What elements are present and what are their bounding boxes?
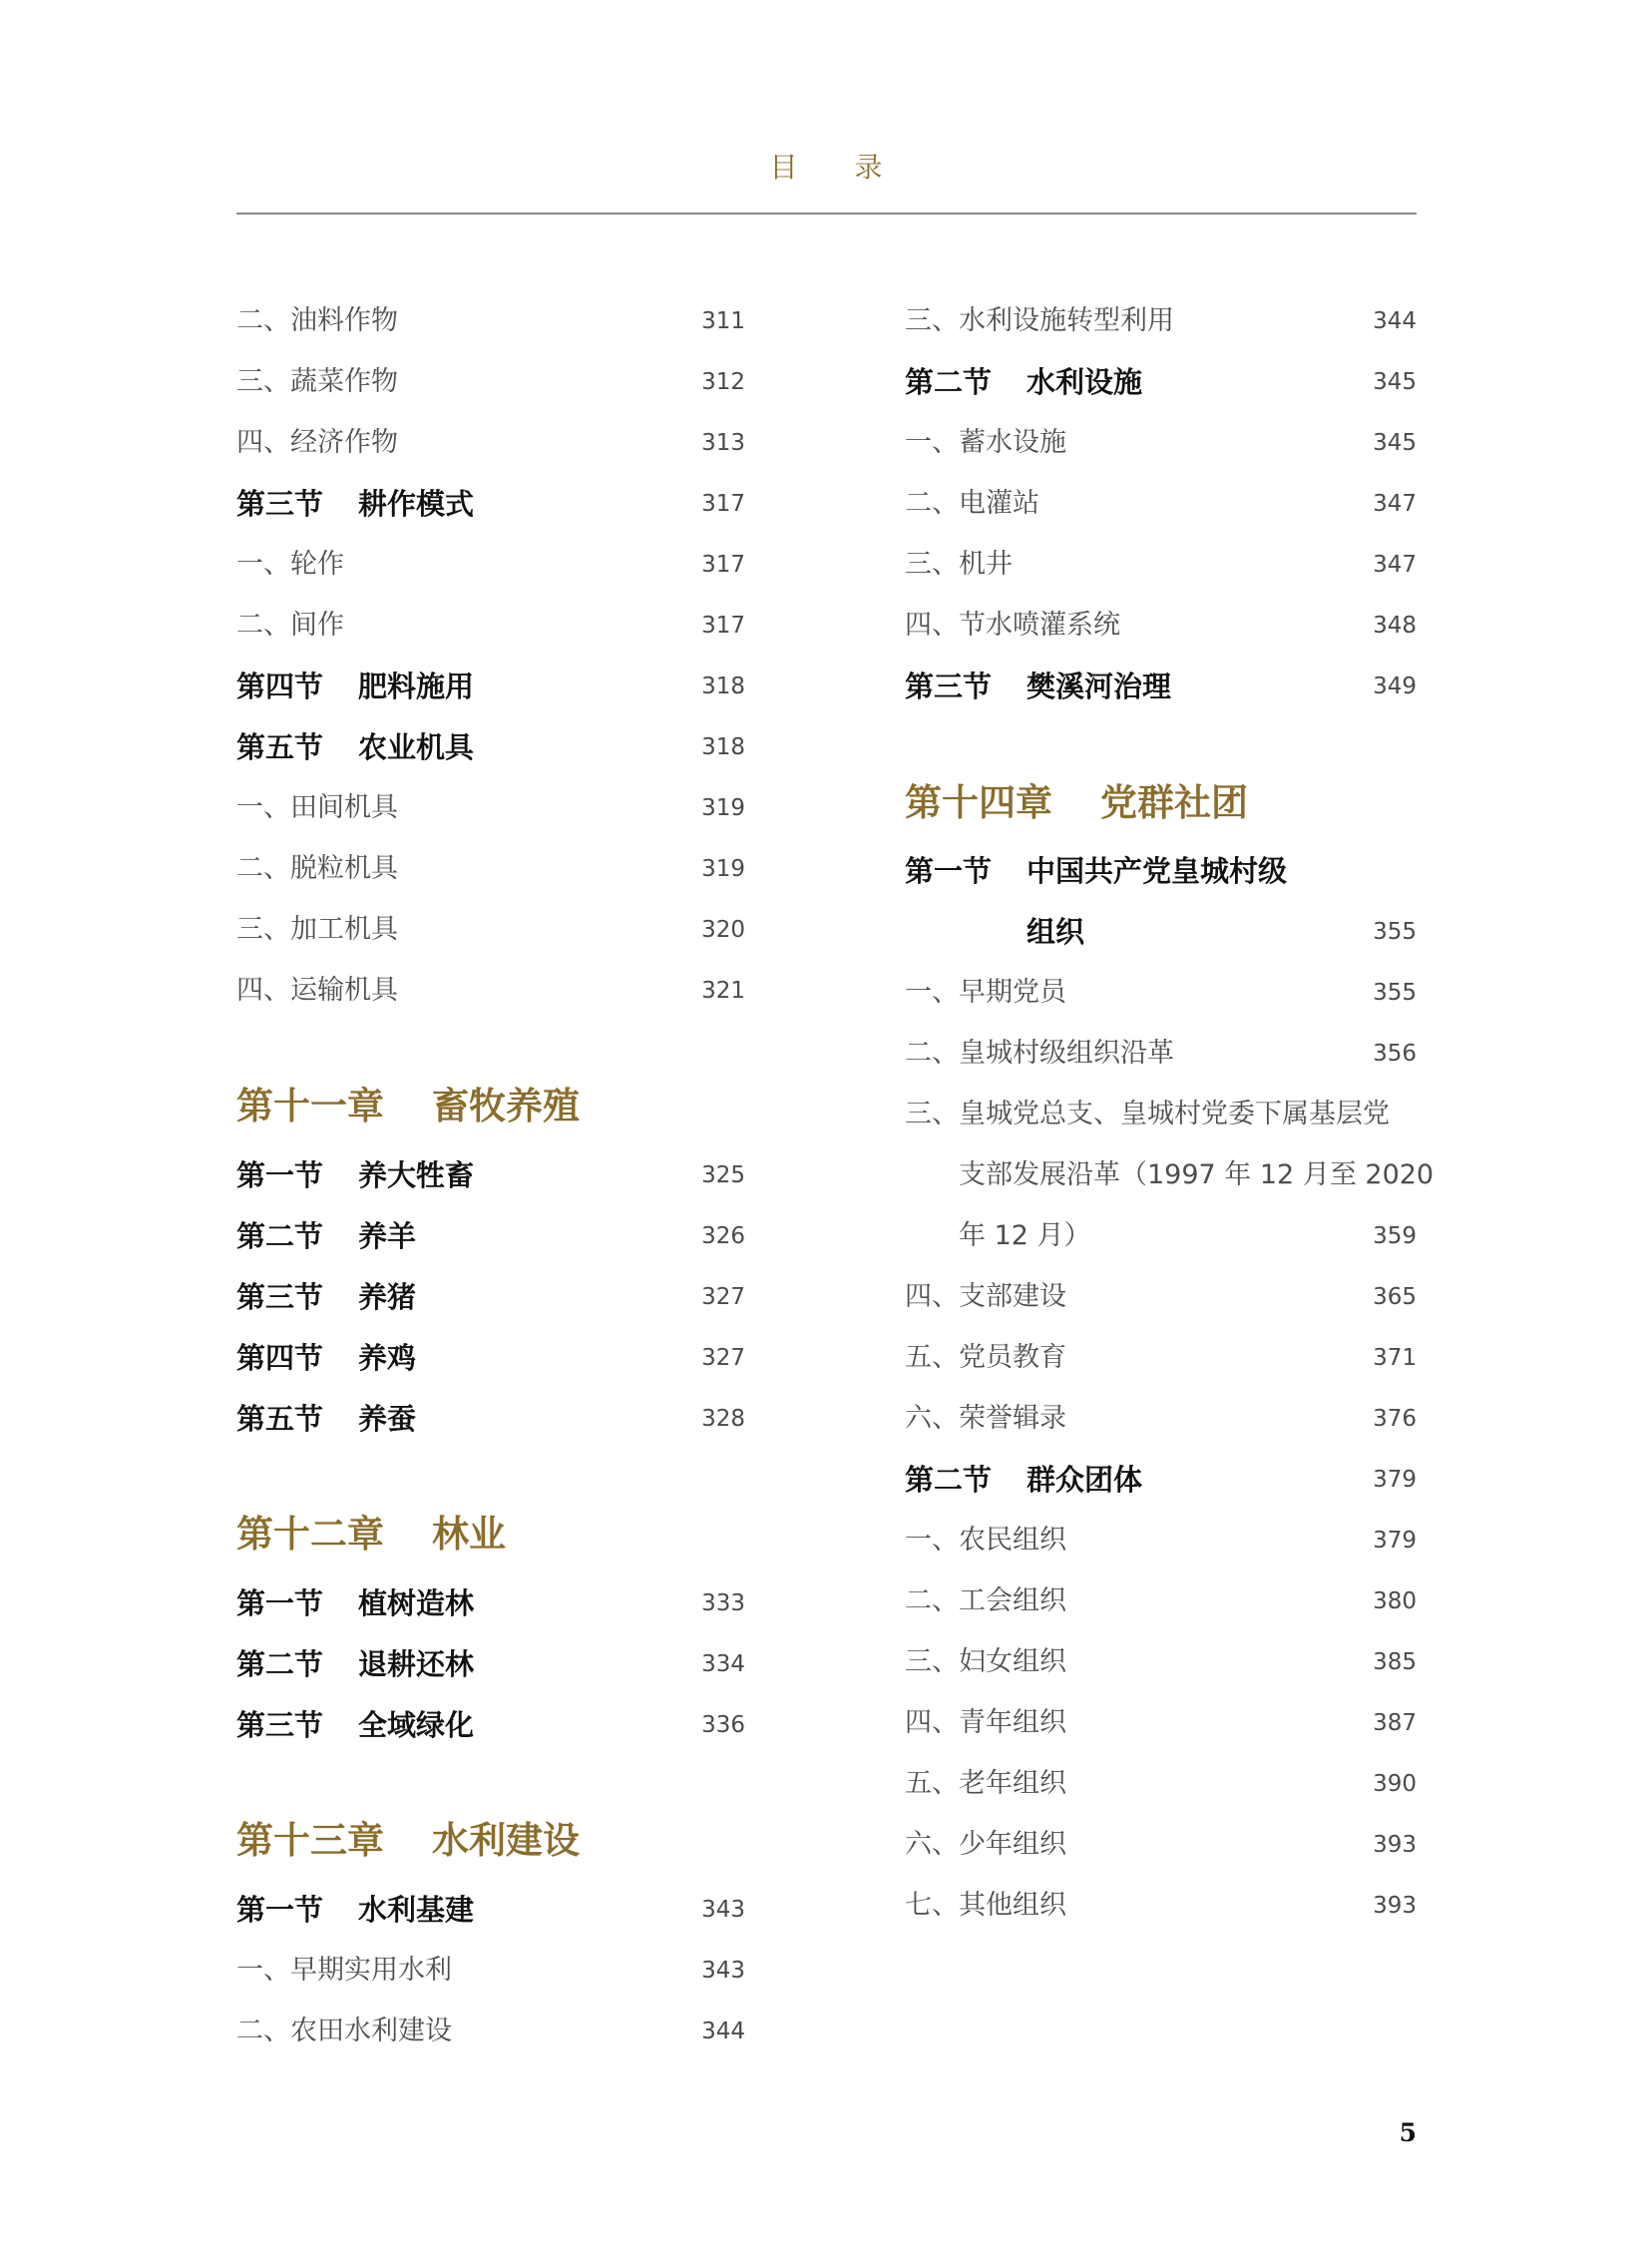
entry-page-number: 334 [701,1651,745,1677]
toc-item-entry[interactable] [905,1825,1417,1865]
section-number: 第二节 [236,1219,324,1253]
chapter-number: 第十二章 [236,1513,384,1556]
section-title [905,362,1142,402]
toc-item-entry[interactable] [905,484,1417,524]
toc-item-entry[interactable] [905,1216,1417,1256]
section-title [236,1705,474,1745]
toc-item-entry[interactable] [905,1277,1417,1317]
entry-page-number: 348 [1373,613,1417,639]
section-title [236,667,474,706]
toc-section-entry[interactable] [236,1399,745,1439]
chapter-title [236,1515,506,1555]
entry-page-number: 317 [701,552,745,578]
section-name: 植树造林 [358,1586,475,1620]
entry-label: 三、皇城党总支、皇城村党委下属基层党 [905,1099,1390,1129]
toc-item-entry[interactable] [236,301,745,341]
entry-page-number: 390 [1373,1771,1417,1797]
toc-section-entry[interactable] [236,484,745,524]
chapter-number: 第十一章 [236,1085,384,1127]
toc-section-entry[interactable] [905,1460,1417,1500]
chapter-title [236,1821,580,1861]
toc-item-entry[interactable] [905,1338,1417,1378]
entry-label: 三、蔬菜作物 [236,366,398,397]
entry-page-number: 349 [1373,673,1417,699]
entry-page-number: 345 [1373,369,1417,395]
chapter-title [236,1087,580,1126]
toc-item-entry[interactable] [905,1581,1417,1621]
toc-section-entry[interactable] [236,667,745,706]
section-name: 水利设施 [1027,365,1143,399]
toc-item-entry[interactable] [905,1155,1435,1195]
entry-label: 四、支部建设 [905,1281,1066,1312]
toc-item-entry[interactable] [236,971,745,1011]
section-name: 群众团体 [1027,1463,1143,1497]
entry-label: 一、蓄水设施 [905,427,1066,458]
section-name: 养猪 [358,1280,417,1314]
entry-label: 支部发展沿革（1997 年 12 月至 2020 [959,1159,1435,1190]
section-title [236,1644,474,1684]
section-name: 中国共产党皇城村级 [1027,854,1288,888]
toc-section-entry[interactable] [236,1583,745,1623]
entry-label: 二、间作 [236,610,344,641]
section-name: 樊溪河治理 [1027,670,1172,703]
entry-label: 二、皇城村级组织沿革 [905,1038,1174,1069]
entry-label: 三、水利设施转型利用 [905,305,1174,336]
entry-page-number: 365 [1373,1284,1417,1310]
page-number: 5 [1399,2118,1417,2147]
chapter-number: 第十三章 [236,1819,384,1862]
section-title [236,1890,474,1930]
section-title [236,727,474,767]
section-name: 肥料施用 [358,670,475,703]
entry-page-number: 379 [1373,1528,1417,1554]
section-title [905,667,1171,706]
entry-label: 二、油料作物 [236,305,398,336]
entry-page-number: 343 [701,1897,745,1923]
entry-page-number: 393 [1373,1832,1417,1858]
toc-item-entry[interactable] [236,788,745,828]
toc-section-entry[interactable] [236,1644,745,1684]
toc-item-entry[interactable] [905,1642,1417,1682]
toc-section-entry[interactable] [236,1216,745,1256]
toc-item-entry[interactable] [905,1399,1417,1439]
entry-page-number: 344 [1373,308,1417,334]
entry-page-number: 359 [1373,1223,1417,1249]
toc-item-entry[interactable] [905,301,1417,341]
section-number: 第一节 [905,854,993,888]
section-number: 第五节 [236,1402,324,1436]
section-number: 第一节 [236,1586,324,1620]
entry-page-number: 380 [1373,1588,1417,1614]
entry-page-number: 387 [1373,1710,1417,1736]
entry-label: 二、脱粒机具 [236,853,398,884]
toc-item-entry[interactable] [236,362,745,402]
chapter-name: 畜牧养殖 [432,1085,580,1127]
toc-item-entry[interactable] [905,1886,1417,1926]
chapter-name: 水利建设 [432,1819,580,1862]
entry-label: 三、机井 [905,549,1013,580]
section-number: 第一节 [236,1893,324,1927]
section-name: 水利基建 [358,1893,475,1927]
toc-item-entry[interactable] [905,1034,1417,1074]
section-name: 农业机具 [358,730,475,764]
section-title [905,851,1287,891]
toc-item-entry[interactable] [236,423,745,463]
section-name: 全域绿化 [358,1708,475,1742]
page-header-title: 目 录 [769,151,907,184]
entry-label: 五、老年组织 [905,1768,1066,1799]
entry-label: 一、轮作 [236,549,344,580]
section-number: 第四节 [236,670,324,703]
toc-item-entry[interactable] [905,606,1417,646]
section-number: 第二节 [236,1647,324,1681]
toc-section-entry[interactable] [236,1155,745,1195]
section-title [236,1399,416,1439]
section-number: 第三节 [905,670,993,703]
entry-label: 四、运输机具 [236,975,398,1006]
entry-page-number: 376 [1373,1406,1417,1432]
entry-label: 五、党员教育 [905,1342,1066,1373]
toc-section-entry[interactable] [236,1890,745,1930]
entry-page-number: 313 [701,430,745,456]
toc-item-entry[interactable] [905,1703,1417,1743]
toc-item-entry[interactable] [236,910,745,950]
entry-page-number: 347 [1373,491,1417,517]
entry-label: 二、电灌站 [905,488,1039,519]
section-number: 第一节 [236,1158,324,1192]
section-number: 第二节 [905,365,993,399]
toc-item-entry[interactable] [905,1521,1417,1561]
toc-chapter-heading[interactable] [236,1821,745,1861]
toc-section-entry[interactable] [905,362,1417,402]
section-name: 养鸡 [358,1341,417,1375]
section-number: 第三节 [236,1280,324,1314]
entry-page-number: 355 [1373,980,1417,1006]
toc-item-entry[interactable] [905,545,1417,585]
entry-page-number: 325 [701,1162,745,1188]
entry-page-number: 318 [701,734,745,760]
entry-page-number: 333 [701,1590,745,1616]
section-title [236,1338,416,1378]
entry-label: 四、经济作物 [236,427,398,458]
entry-page-number: 379 [1373,1467,1417,1493]
toc-section-entry[interactable] [236,1277,745,1317]
entry-page-number: 327 [701,1345,745,1371]
toc-chapter-heading[interactable] [236,1087,745,1126]
section-number: 第五节 [236,730,324,764]
entry-page-number: 355 [1373,919,1417,945]
entry-page-number: 327 [701,1284,745,1310]
entry-label: 四、节水喷灌系统 [905,610,1120,641]
toc-chapter-heading[interactable] [905,783,1417,823]
entry-label: 七、其他组织 [905,1890,1066,1921]
section-name: 养大牲畜 [358,1158,475,1192]
chapter-number: 第十四章 [905,781,1052,824]
entry-page-number: 319 [701,856,745,882]
section-number: 第三节 [236,487,324,521]
entry-label: 一、早期实用水利 [236,1955,452,1986]
section-title [236,1155,474,1195]
entry-page-number: 312 [701,369,745,395]
entry-page-number: 326 [701,1223,745,1249]
toc-item-entry[interactable] [905,1095,1417,1134]
toc-section-entry[interactable] [905,667,1417,706]
section-name: 耕作模式 [358,487,475,521]
toc-section-entry[interactable] [236,1705,745,1745]
toc-item-entry[interactable] [236,606,745,646]
entry-page-number: 321 [701,978,745,1004]
section-name: 退耕还林 [358,1647,475,1681]
toc-item-entry[interactable] [236,2012,745,2051]
entry-page-number: 345 [1373,430,1417,456]
toc-chapter-heading[interactable] [236,1515,745,1555]
toc-item-entry[interactable] [236,545,745,585]
entry-label: 一、早期党员 [905,977,1066,1008]
toc-section-entry[interactable] [236,727,745,767]
toc-section-entry[interactable] [905,912,1417,952]
entry-page-number: 347 [1373,552,1417,578]
section-title [236,1583,474,1623]
entry-label: 二、工会组织 [905,1585,1066,1616]
entry-label: 六、少年组织 [905,1829,1066,1860]
entry-page-number: 343 [701,1958,745,1984]
section-number: 第二节 [905,1463,993,1497]
section-number: 第三节 [236,1708,324,1742]
entry-page-number: 328 [701,1406,745,1432]
entry-page-number: 317 [701,491,745,517]
entry-page-number: 319 [701,795,745,821]
section-number: 第四节 [236,1341,324,1375]
entry-label: 六、荣誉辑录 [905,1403,1066,1434]
entry-page-number: 317 [701,613,745,639]
entry-page-number: 393 [1373,1893,1417,1919]
entry-label: 四、青年组织 [905,1707,1066,1738]
chapter-title [905,783,1248,823]
entry-label: 三、加工机具 [236,914,398,945]
entry-page-number: 344 [701,2018,745,2044]
entry-page-number: 318 [701,673,745,699]
entry-page-number: 320 [701,917,745,943]
chapter-name: 林业 [432,1513,506,1556]
toc-item-entry[interactable] [236,1951,745,1991]
toc-section-entry[interactable] [236,1338,745,1378]
entry-page-number: 311 [701,308,745,334]
entry-page-number: 356 [1373,1041,1417,1067]
entry-label: 一、农民组织 [905,1525,1066,1556]
section-title [236,484,474,524]
section-name: 养蚕 [358,1402,417,1436]
chapter-name: 党群社团 [1100,781,1248,824]
toc-item-entry[interactable] [905,973,1417,1013]
section-name: 养羊 [358,1219,417,1253]
toc-item-entry[interactable] [905,1764,1417,1804]
entry-label: 二、农田水利建设 [236,2016,452,2046]
toc-section-entry[interactable] [905,851,1417,891]
toc-item-entry[interactable] [905,423,1417,463]
entry-page-number: 336 [701,1712,745,1738]
entry-label: 三、妇女组织 [905,1646,1066,1677]
section-title [236,1216,416,1256]
toc-item-entry[interactable] [236,849,745,889]
entry-label: 一、田间机具 [236,792,398,823]
section-title [905,1460,1142,1500]
entry-label: 组织 [1027,915,1085,949]
section-title [236,1277,416,1317]
header-rule [236,213,1417,215]
entry-label: 年 12 月） [959,1220,1091,1251]
entry-page-number: 385 [1373,1649,1417,1675]
entry-page-number: 371 [1373,1345,1417,1371]
